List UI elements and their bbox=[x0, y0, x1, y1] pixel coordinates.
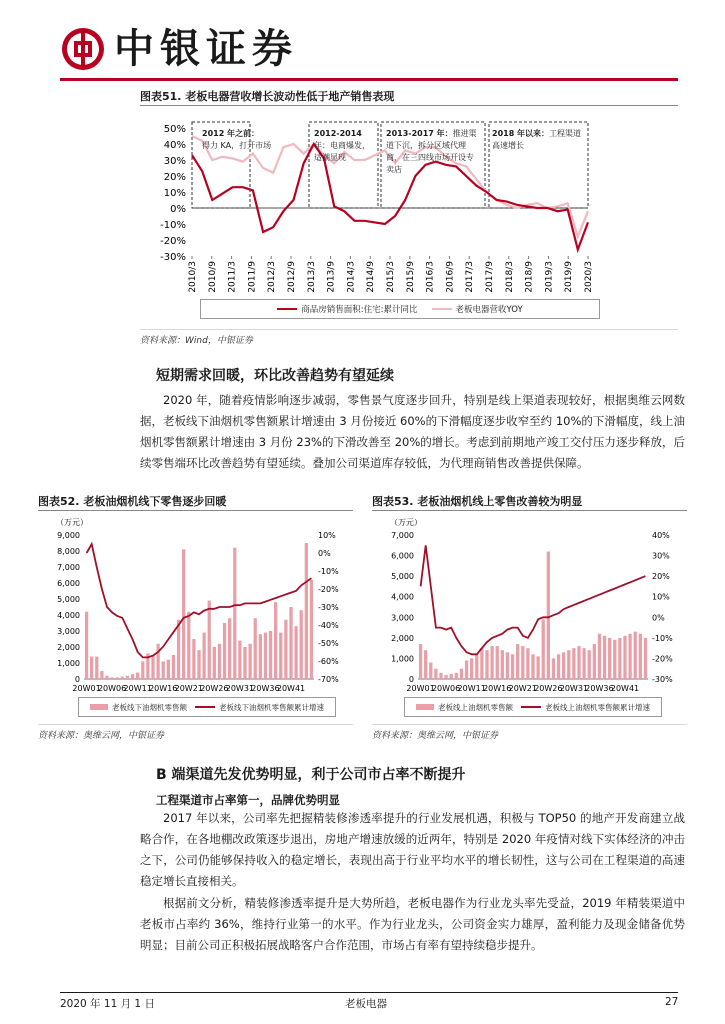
y-left-tick-label: 0 bbox=[408, 675, 414, 684]
fig51-legend bbox=[200, 299, 600, 319]
bar bbox=[294, 626, 297, 679]
bar bbox=[598, 634, 601, 679]
x-tick-label: 20W11 bbox=[123, 684, 152, 693]
y-right-tick-label: 0% bbox=[652, 613, 665, 623]
bar bbox=[424, 650, 427, 679]
x-tick-label: 2017/3 bbox=[465, 261, 476, 293]
legend-label: 老板线下油烟机零售额 bbox=[112, 702, 187, 712]
bar bbox=[542, 619, 545, 679]
bar bbox=[197, 650, 200, 679]
fig51-note-1-head: 2012 年之前： bbox=[202, 129, 260, 138]
y-tick-label: -30% bbox=[160, 252, 186, 263]
section2-paragraph-2: 根据前文分析，精装修渗透率提升是大势所趋，老板电器作为行业龙头率先受益，2019 年精装渠道中老板市占率约 36%，维持行业第一的水平。作为行业龙头，公司资金实力雄厚，盈利能力及现金储备优势明显；目前公司正积极拓展战略客户合作范围，市场占有率有望持续稳步提升。 bbox=[140, 896, 685, 952]
bar bbox=[202, 633, 205, 679]
bar bbox=[90, 657, 93, 679]
bar bbox=[562, 652, 565, 679]
x-tick-label: 2018/9 bbox=[524, 261, 535, 293]
fig53-bottom-rule bbox=[372, 724, 687, 725]
fig51-note-2 bbox=[314, 128, 374, 164]
bar bbox=[506, 652, 509, 679]
y-right-tick-label: -60% bbox=[318, 657, 339, 666]
bar bbox=[485, 650, 488, 679]
bar bbox=[434, 669, 437, 679]
x-tick-label: 2011/9 bbox=[247, 261, 258, 293]
bar bbox=[526, 648, 529, 679]
bar bbox=[228, 618, 231, 679]
bar bbox=[547, 551, 550, 679]
bar bbox=[628, 634, 631, 679]
bar bbox=[223, 623, 226, 679]
y-left-tick-label: 5,000 bbox=[57, 595, 80, 604]
section2-subtitle: 工程渠道市占率第一，品牌优势明显 bbox=[156, 793, 340, 807]
bar bbox=[613, 640, 616, 679]
bar bbox=[100, 671, 103, 679]
x-tick-label: 20W21 bbox=[508, 684, 537, 693]
x-tick-label: 20W41 bbox=[276, 684, 306, 693]
bar bbox=[623, 636, 626, 679]
fig51-note-3-body: 推进渠道下沉，拆分区域代理商，在三四线市场开设专卖店 bbox=[386, 129, 477, 174]
y-right-tick-label: 10% bbox=[318, 531, 336, 540]
bar bbox=[177, 620, 180, 679]
x-tick-label: 20W21 bbox=[174, 684, 203, 693]
x-tick-label: 2013/3 bbox=[306, 261, 317, 293]
x-tick-label: 2016/9 bbox=[445, 261, 456, 293]
y-right-tick-label: 40% bbox=[652, 531, 670, 540]
bar bbox=[259, 634, 262, 679]
fig52-title: 图表52. 老板油烟机线下零售逐步回暖 bbox=[38, 495, 227, 508]
section2-paragraph-1: 2017 年以来，公司率先把握精装修渗透率提升的行业发展机遇，积极与 TOP50 的地产开发商建立战略合作，在各地棚改政策逐步退出，房地产增速放缓的近两年，特别是 2020 年疫情对线下实体经济的冲击之下，公司仍能够保持收入的稳定增长，表现出高于行业平均水平的增长韧性，这与公司在工程渠道的高速稳定增长直接相关。 bbox=[140, 811, 685, 888]
bar bbox=[521, 646, 524, 679]
x-tick-label: 20W26 bbox=[200, 684, 229, 693]
fig51-note-3 bbox=[386, 128, 478, 176]
legend-label: 商品房销售面积:住宅:累计同比 bbox=[301, 305, 418, 315]
bar bbox=[192, 639, 195, 679]
section1-paragraph: 2020 年，随着疫情影响逐步减弱，零售景气度逐步回升，特别是线上渠道表现较好，根据奥维云网数据，老板线下油烟机零售额累计增速由 3 月份接近 60%的下滑幅度逐步收窄至约 10%的下滑幅度，线上油烟机零售额累计增速由 3 月份 23%的下滑改善至 20%的增长。考虑到前期地产竣工交付压力逐步释放，后续零售端环比改善趋势有望延续。叠加公司渠道库存较低，为代理商销售改善提供保障。 bbox=[140, 393, 685, 470]
x-tick-label: 2015/9 bbox=[405, 261, 416, 293]
bar bbox=[577, 646, 580, 679]
bar bbox=[136, 673, 139, 679]
bar bbox=[603, 636, 606, 679]
fig53-rule bbox=[372, 510, 687, 511]
y-left-tick-label: 9,000 bbox=[57, 531, 80, 540]
y-tick-label: 20% bbox=[163, 172, 186, 183]
bar bbox=[450, 674, 453, 679]
x-tick-label: 2017/9 bbox=[485, 261, 495, 293]
x-tick-label: 2013/9 bbox=[326, 261, 337, 293]
fig51-legend-item-2 bbox=[432, 303, 523, 315]
x-tick-label: 20W16 bbox=[483, 684, 512, 693]
y-right-tick-label: -50% bbox=[318, 639, 339, 648]
bar bbox=[572, 648, 575, 679]
bar bbox=[531, 654, 534, 679]
y-left-tick-label: 6,000 bbox=[57, 579, 80, 588]
bar bbox=[516, 644, 519, 679]
fig52-rule bbox=[38, 510, 353, 511]
fig51-note-4-head: 2018 年以来： bbox=[492, 129, 550, 138]
x-tick-label: 2015/3 bbox=[386, 261, 396, 293]
bar bbox=[557, 654, 560, 679]
bar bbox=[279, 633, 282, 679]
bar bbox=[305, 543, 308, 679]
x-tick-label: 2019/9 bbox=[564, 261, 575, 293]
bar bbox=[284, 620, 287, 679]
bank-logo-icon bbox=[60, 26, 106, 72]
x-tick-label: 20W01 bbox=[406, 684, 435, 693]
fig51-title: 图表51. 老板电器营收增长波动性低于地产销售表现 bbox=[140, 90, 395, 103]
legend-label: 老板电器营收YOY bbox=[455, 305, 523, 315]
bar bbox=[254, 618, 257, 679]
bar bbox=[490, 646, 493, 679]
y-left-tick-label: 7,000 bbox=[57, 563, 80, 572]
fig52-legend-item-1 bbox=[90, 702, 187, 713]
fig51-note-1 bbox=[202, 128, 302, 152]
bar bbox=[639, 634, 642, 679]
fig51-note-1-body: 得力 KA，打开市场 bbox=[202, 141, 272, 150]
footer-rule bbox=[60, 992, 678, 993]
y-left-tick-label: 1,000 bbox=[57, 659, 80, 668]
x-tick-label: 20W26 bbox=[534, 684, 563, 693]
bar bbox=[274, 602, 277, 679]
x-tick-label: 20W31 bbox=[559, 684, 589, 693]
y-right-tick-label: 30% bbox=[652, 551, 670, 561]
line-swatch-icon bbox=[521, 706, 541, 708]
y-right-tick-label: -20% bbox=[652, 654, 673, 664]
bar bbox=[475, 654, 478, 679]
section1-title: 短期需求回暖，环比改善趋势有望延续 bbox=[156, 368, 394, 384]
page-header bbox=[60, 24, 678, 79]
fig51-legend-item-1 bbox=[277, 303, 417, 315]
footer-date: 2020 年 11 月 1 日 bbox=[60, 998, 155, 1010]
fig51-note-4-body: 工程渠道高速增长 bbox=[492, 129, 582, 150]
bar bbox=[243, 647, 246, 679]
bar bbox=[608, 638, 611, 679]
legend-label: 老板线上油烟机零售额累计增速 bbox=[545, 702, 650, 712]
y-right-tick-label: -30% bbox=[318, 603, 339, 612]
y-left-tick-label: 6,000 bbox=[391, 551, 414, 561]
y-tick-label: 0% bbox=[170, 204, 186, 215]
bar bbox=[644, 638, 647, 679]
y-right-tick-label: -10% bbox=[318, 567, 339, 576]
y-left-tick-label: 2,000 bbox=[391, 633, 414, 643]
bar bbox=[460, 669, 463, 679]
bar bbox=[264, 633, 267, 679]
fig51-note-2-body: 年：电商爆发，适潮显现 bbox=[314, 141, 370, 162]
y-right-tick-label: 0% bbox=[318, 549, 331, 558]
x-tick-label: 2014/3 bbox=[346, 261, 357, 293]
brand-name: 中银证券 bbox=[114, 25, 298, 72]
bar bbox=[455, 673, 458, 679]
x-tick-label: 2020/3 bbox=[584, 261, 594, 293]
x-tick-label: 20W41 bbox=[610, 684, 640, 693]
y-right-tick-label: 10% bbox=[652, 592, 670, 602]
x-tick-label: 20W36 bbox=[251, 684, 280, 693]
fig51-note-4 bbox=[492, 128, 582, 152]
header-rule bbox=[60, 78, 678, 81]
x-tick-label: 2010/3 bbox=[188, 261, 198, 293]
bar bbox=[593, 644, 596, 679]
bar bbox=[588, 650, 591, 679]
y-right-tick-label: -40% bbox=[318, 621, 339, 630]
y-tick-label: 10% bbox=[163, 188, 186, 199]
bar-swatch-icon bbox=[90, 704, 108, 710]
x-tick-label: 20W01 bbox=[72, 684, 101, 693]
x-tick-label: 2010/9 bbox=[207, 261, 218, 293]
unit-label: （万元） bbox=[390, 518, 422, 527]
page-number: 27 bbox=[665, 996, 679, 1008]
bar bbox=[105, 676, 108, 679]
bar-swatch-icon bbox=[416, 704, 434, 710]
bar bbox=[248, 644, 251, 679]
y-left-tick-label: 2,000 bbox=[57, 643, 80, 652]
bar bbox=[213, 647, 216, 679]
bar bbox=[238, 641, 241, 679]
bar bbox=[156, 644, 159, 679]
bar bbox=[300, 610, 303, 679]
x-tick-label: 20W06 bbox=[97, 684, 127, 693]
x-tick-label: 2018/3 bbox=[504, 261, 515, 293]
y-left-tick-label: 5,000 bbox=[391, 572, 414, 582]
bar bbox=[151, 655, 154, 679]
x-tick-label: 20W16 bbox=[149, 684, 178, 693]
fig52-bottom-rule bbox=[38, 724, 353, 725]
y-left-tick-label: 3,000 bbox=[391, 613, 414, 623]
y-right-tick-label: -10% bbox=[652, 633, 673, 643]
fig52-chart bbox=[38, 513, 353, 696]
fig52-source: 资料来源：奥维云网，中银证券 bbox=[38, 731, 165, 741]
growth-line bbox=[421, 545, 646, 654]
y-left-tick-label: 3,000 bbox=[57, 627, 80, 636]
y-left-tick-label: 7,000 bbox=[391, 531, 414, 540]
bar bbox=[419, 644, 422, 679]
y-tick-label: -20% bbox=[160, 236, 186, 247]
fig53-title: 图表53. 老板油烟机线上零售改善较为明显 bbox=[372, 495, 583, 508]
growth-line bbox=[87, 544, 312, 657]
bar bbox=[501, 650, 504, 679]
fig53-legend bbox=[404, 697, 662, 717]
bar bbox=[289, 607, 292, 679]
x-tick-label: 2019/3 bbox=[544, 261, 555, 293]
bar bbox=[470, 658, 473, 679]
section2-title: B 端渠道先发优势明显，利于公司市占率不断提升 bbox=[156, 767, 466, 783]
x-tick-label: 20W31 bbox=[225, 684, 255, 693]
y-tick-label: 30% bbox=[163, 156, 186, 167]
bar bbox=[85, 612, 88, 679]
bar bbox=[233, 548, 236, 679]
bar bbox=[141, 661, 144, 679]
footer-title: 老板电器 bbox=[345, 998, 387, 1010]
x-tick-label: 2016/3 bbox=[425, 261, 436, 293]
bar bbox=[269, 631, 272, 679]
bar bbox=[429, 663, 432, 679]
bar bbox=[121, 677, 124, 679]
y-right-tick-label: -30% bbox=[652, 675, 673, 684]
bar bbox=[126, 676, 129, 679]
y-left-tick-label: 4,000 bbox=[391, 592, 414, 602]
fig51-note-3-head: 2013-2017 年： bbox=[386, 129, 453, 138]
bar bbox=[444, 675, 447, 679]
bar bbox=[187, 612, 190, 679]
y-right-tick-label: -70% bbox=[318, 675, 339, 684]
x-tick-label: 20W36 bbox=[585, 684, 614, 693]
bar bbox=[218, 644, 221, 679]
bar bbox=[116, 677, 119, 679]
bar bbox=[567, 650, 570, 679]
bar bbox=[618, 638, 621, 679]
bar bbox=[582, 648, 585, 679]
bar bbox=[167, 660, 170, 679]
fig51-bottom-rule bbox=[140, 329, 678, 330]
bar bbox=[182, 549, 185, 679]
fig51-source: 资料来源：Wind，中银证券 bbox=[140, 336, 253, 346]
bar bbox=[208, 601, 211, 679]
y-left-tick-label: 8,000 bbox=[57, 547, 80, 556]
y-right-tick-label: -20% bbox=[318, 585, 339, 594]
y-left-tick-label: 0 bbox=[74, 675, 80, 684]
x-tick-label: 2014/9 bbox=[366, 261, 377, 293]
x-tick-label: 20W11 bbox=[457, 684, 486, 693]
fig52-legend-item-2 bbox=[195, 702, 324, 713]
fig53-legend-item-1 bbox=[416, 702, 513, 713]
line-swatch-icon bbox=[195, 706, 215, 708]
bar bbox=[465, 660, 468, 679]
unit-label: （万元） bbox=[56, 518, 88, 527]
bar bbox=[172, 655, 175, 679]
bar bbox=[95, 657, 98, 679]
y-right-tick-label: 20% bbox=[652, 572, 670, 582]
bar bbox=[511, 654, 514, 679]
fig52-legend bbox=[78, 697, 336, 717]
bar bbox=[131, 674, 134, 679]
bar bbox=[439, 673, 442, 679]
y-tick-label: -10% bbox=[160, 220, 186, 231]
legend-label: 老板线下油烟机零售额累计增速 bbox=[219, 702, 324, 712]
legend-label: 老板线上油烟机零售额 bbox=[438, 702, 513, 712]
fig53-chart bbox=[372, 513, 687, 696]
fig51-rule bbox=[140, 105, 678, 106]
bar bbox=[162, 661, 165, 679]
y-tick-label: 40% bbox=[163, 140, 186, 151]
line-swatch-icon bbox=[432, 308, 452, 310]
line-swatch-icon bbox=[277, 308, 297, 310]
bar bbox=[634, 632, 637, 679]
fig53-source: 资料来源：奥维云网，中银证券 bbox=[372, 731, 499, 741]
x-tick-label: 2012/9 bbox=[287, 261, 297, 293]
y-left-tick-label: 4,000 bbox=[57, 611, 80, 620]
fig53-legend-item-2 bbox=[521, 702, 650, 713]
x-tick-label: 2011/3 bbox=[227, 261, 238, 293]
fig51-note-2-head: 2012-2014 bbox=[314, 129, 362, 138]
bar bbox=[310, 580, 313, 679]
y-left-tick-label: 1,000 bbox=[391, 654, 414, 664]
bar bbox=[536, 656, 539, 679]
bar bbox=[110, 677, 113, 679]
bar bbox=[552, 658, 555, 679]
y-tick-label: 50% bbox=[163, 124, 186, 135]
bar bbox=[480, 648, 483, 679]
bar bbox=[496, 646, 499, 679]
x-tick-label: 2012/3 bbox=[267, 261, 278, 293]
x-tick-label: 20W06 bbox=[431, 684, 461, 693]
